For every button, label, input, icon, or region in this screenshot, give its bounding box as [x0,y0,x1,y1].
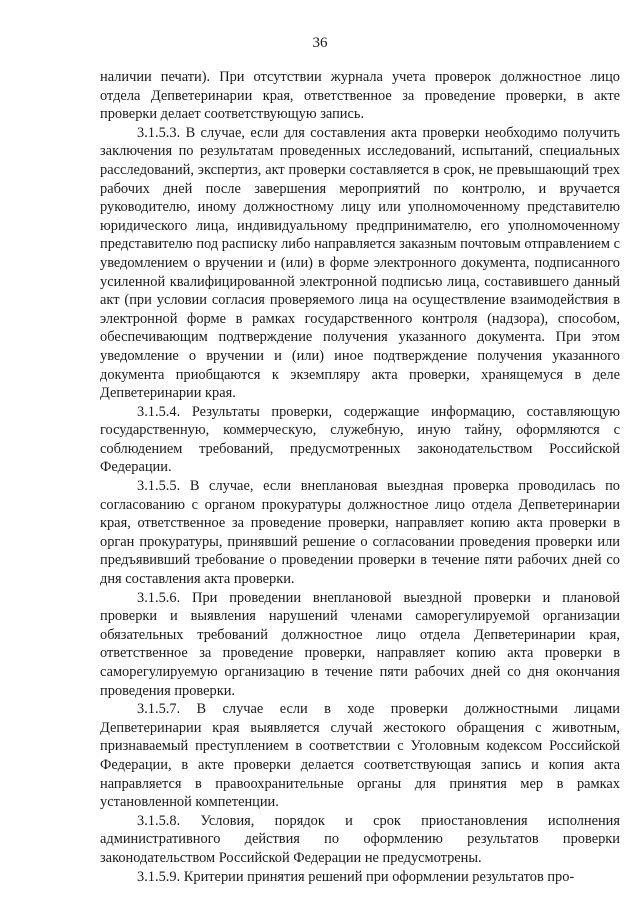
document-body [100,68,620,886]
paragraph-3-1-5-8: 3.1.5.8. Условия, порядок и срок приостановления исполнения административного действия по оформлению результатов проверки законодательством Российской Федерации не предусмотрены. [100,812,620,866]
paragraph-3-1-5-5: 3.1.5.5. В случае, если внеплановая выездная проверка проводилась по согласованию с органом прокуратуры должностное лицо отдела Депветеринарии края, ответственное за проведение проверки, направляет копию акта проверки в орган прокуратуры, принявший решение о согласовании проведения проверки или предъявивший требование о проведении проверки в течение пяти рабочих дней со дня составления акта проверки. [100,478,620,588]
page-number: 36 [312,35,328,51]
paragraph-3-1-5-4: 3.1.5.4. Результаты проверки, содержащие информацию, составляющую государственную, коммерческую, служебную, иную тайну, оформляются с соблюдением требований, предусмотренных законодательством Российской Федерации. [100,403,620,476]
paragraph-3-1-5-6: 3.1.5.6. При проведении внеплановой выездной проверки и плановой проверки и выявления нарушений членами саморегулируемой организации обязательных требований должностное лицо отдела Депветеринарии края, ответственное за проведение проверки, направляет копию акта проверки в саморегулируемую организацию в течение пяти рабочих дней со дня окончания проведения проверки. [100,589,620,699]
paragraph-continuation: наличии печати). При отсутствии журнала учета проверок должностное лицо отдела Депветеринарии края, ответственное за проведение проверки, в акте проверки делает соответствующую запись. [100,69,620,123]
paragraph-3-1-5-9: 3.1.5.9. Критерии принятия решений при оформлении результатов про- [137,868,575,885]
paragraph-3-1-5-7: 3.1.5.7. В случае если в ходе проверки должностными лицами Депветеринарии края выявляется случай жестокого обращения с животным, признаваемый преступлением в соответствии с Уголовным кодексом Российской Федерации, в акте проверки делается соответствующая запись и копия акта направляется в правоохранительные органы для принятия мер в рамках установленной компетенции. [100,701,620,811]
paragraph-3-1-5-3: 3.1.5.3. В случае, если для составления акта проверки необходимо получить заключения по результатам проведенных исследований, испытаний, специальных расследований, экспертиз, акт проверки составляется в срок, не превышающий трех рабочих дней после завершения мероприятий по контролю, и вручается руководителю, иному должностному лицу или уполномоченному представителю юридического лица, индивидуальному предпринимателю, его уполномоченному представителю под расписку либо направляется заказным почтовым отправлением с уведомлением о вручении и (или) в форме электронного документа, подписанного усиленной квалифицированной электронной подписью лица, составившего данный акт (при условии согласия проверяемого лица на осуществление взаимодействия в электронной форме в рамках государственного контроля (надзора), способом, обеспечивающим подтверждение получения указанного документа. При этом уведомление о вручении и (или) иное подтверждение получения указанного документа приобщаются к экземпляру акта проверки, хранящемуся в деле Депветеринарии края. [100,124,620,402]
